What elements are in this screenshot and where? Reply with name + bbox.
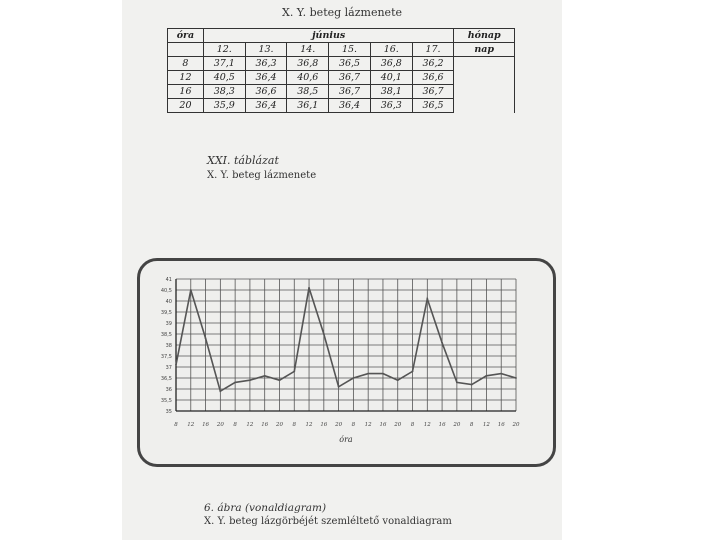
- page-title: X. Y. beteg lázmenete: [281, 6, 403, 19]
- temperature-cell: 36,3: [245, 57, 287, 71]
- temperature-cell: 36,3: [370, 99, 412, 113]
- temperature-cell: 38,3: [203, 85, 245, 99]
- day-header: 13.: [245, 43, 287, 57]
- data-point: [323, 333, 325, 335]
- y-tick-label: 36: [165, 387, 172, 393]
- data-point: [338, 386, 340, 388]
- x-tick-label: 8: [410, 422, 415, 428]
- fever-table: [167, 28, 515, 113]
- day-header: 15.: [329, 43, 371, 57]
- table-caption-number: XXI. táblázat: [207, 154, 279, 167]
- temperature-cell: 40,1: [370, 71, 412, 85]
- empty-cell: [454, 71, 515, 85]
- hour-cell: 16: [168, 85, 204, 99]
- x-tick-label: 16: [202, 422, 210, 428]
- y-tick-label: 36,5: [160, 376, 172, 382]
- day-header: 12.: [203, 43, 245, 57]
- temperature-cell: 36,5: [329, 57, 371, 71]
- data-point: [500, 373, 502, 375]
- temperature-cell: 37,1: [203, 57, 245, 71]
- x-tick-label: 16: [438, 422, 446, 428]
- data-point: [426, 298, 428, 300]
- table-row: [168, 57, 515, 71]
- table-row: [168, 71, 515, 85]
- temperature-series-line: [176, 288, 516, 391]
- figure-caption-number: 6. ábra (vonaldiagram): [204, 502, 327, 514]
- temperature-cell: 36,2: [412, 57, 454, 71]
- day-header: 14.: [287, 43, 329, 57]
- empty-cell: [454, 57, 515, 71]
- data-point: [249, 379, 251, 381]
- temperature-cell: 38,5: [287, 85, 329, 99]
- temperature-cell: 36,5: [412, 99, 454, 113]
- figure-caption-text: X. Y. beteg lázgörbéjét szemléltető vonaldiagram: [204, 516, 452, 527]
- x-tick-label: 8: [233, 422, 237, 428]
- y-tick-label: 39,5: [160, 310, 172, 316]
- x-tick-label: 8: [174, 422, 178, 428]
- x-tick-label: 20: [512, 422, 520, 428]
- data-point: [441, 342, 443, 344]
- temperature-cell: 36,4: [245, 71, 287, 85]
- temperature-cell: 36,8: [287, 57, 329, 71]
- y-tick-label: 38,5: [160, 332, 172, 338]
- x-tick-label: 12: [246, 422, 254, 428]
- day-header: 16.: [370, 43, 412, 57]
- temperature-cell: 36,6: [245, 85, 287, 99]
- data-point: [308, 287, 310, 289]
- hour-cell: 20: [168, 99, 204, 113]
- table-caption-text: X. Y. beteg lázmenete: [207, 170, 317, 181]
- hour-cell: 8: [168, 57, 204, 71]
- temperature-cell: 36,4: [329, 99, 371, 113]
- x-tick-label: 20: [275, 422, 283, 428]
- y-tick-label: 41: [165, 277, 172, 283]
- data-point: [279, 379, 281, 381]
- x-tick-label: 20: [335, 422, 343, 428]
- temperature-cell: 36,6: [412, 71, 454, 85]
- empty-cell: [454, 99, 515, 113]
- x-tick-label: 12: [423, 422, 431, 428]
- data-point: [234, 382, 236, 384]
- corner-spacer: [168, 43, 204, 57]
- table-row: [168, 99, 515, 113]
- x-tick-label: 12: [187, 422, 195, 428]
- data-point: [367, 373, 369, 375]
- x-tick-label: 8: [292, 422, 297, 428]
- x-tick-label: 16: [261, 422, 269, 428]
- data-point: [219, 390, 221, 392]
- x-tick-label: 8: [351, 422, 356, 428]
- x-tick-label: 8: [469, 422, 474, 428]
- data-point: [412, 371, 414, 373]
- x-tick-label: 20: [216, 422, 224, 428]
- temperature-cell: 36,1: [287, 99, 329, 113]
- table-row: [168, 85, 515, 99]
- x-tick-label: 16: [379, 422, 387, 428]
- month-group-header: június: [203, 29, 454, 43]
- chart-frame: [137, 258, 556, 467]
- day-header: 17.: [412, 43, 454, 57]
- fever-line-chart: [140, 261, 553, 464]
- data-point: [456, 382, 458, 384]
- data-point: [397, 379, 399, 381]
- data-point: [352, 377, 354, 379]
- data-point: [471, 384, 473, 386]
- x-tick-label: 16: [497, 422, 505, 428]
- temperature-cell: 36,8: [370, 57, 412, 71]
- temperature-cell: 38,1: [370, 85, 412, 99]
- x-tick-label: 20: [453, 422, 461, 428]
- temperature-cell: 36,7: [412, 85, 454, 99]
- data-point: [175, 364, 177, 366]
- temperature-cell: 40,5: [203, 71, 245, 85]
- x-axis-title: óra: [339, 435, 353, 444]
- temperature-cell: 40,6: [287, 71, 329, 85]
- y-tick-label: 39: [165, 321, 172, 327]
- corner-header: óra: [168, 29, 204, 43]
- y-tick-label: 40: [165, 299, 172, 305]
- temperature-cell: 35,9: [203, 99, 245, 113]
- y-tick-label: 35: [165, 409, 172, 415]
- empty-cell: [454, 85, 515, 99]
- temperature-cell: 36,7: [329, 85, 371, 99]
- data-point: [205, 338, 207, 340]
- x-tick-label: 12: [482, 422, 490, 428]
- x-tick-label: 20: [394, 422, 402, 428]
- table-body: [168, 57, 515, 113]
- x-tick-label: 16: [320, 422, 328, 428]
- data-point: [293, 371, 295, 373]
- y-tick-label: 37,5: [160, 354, 172, 360]
- data-point: [190, 289, 192, 291]
- day-header-row: [168, 43, 515, 57]
- month-header: hónap: [454, 29, 515, 43]
- temperature-cell: 36,7: [329, 71, 371, 85]
- y-tick-label: 35,5: [160, 398, 172, 404]
- y-tick-label: 37: [165, 365, 172, 371]
- y-tick-label: 40,5: [160, 288, 172, 294]
- hour-cell: 12: [168, 71, 204, 85]
- x-tick-label: 12: [364, 422, 372, 428]
- data-point: [264, 375, 266, 377]
- day-label-header: nap: [454, 43, 515, 57]
- data-point: [515, 377, 517, 379]
- x-tick-label: 12: [305, 422, 313, 428]
- data-point: [486, 375, 488, 377]
- y-tick-label: 38: [165, 343, 172, 349]
- data-point: [382, 373, 384, 375]
- temperature-cell: 36,4: [245, 99, 287, 113]
